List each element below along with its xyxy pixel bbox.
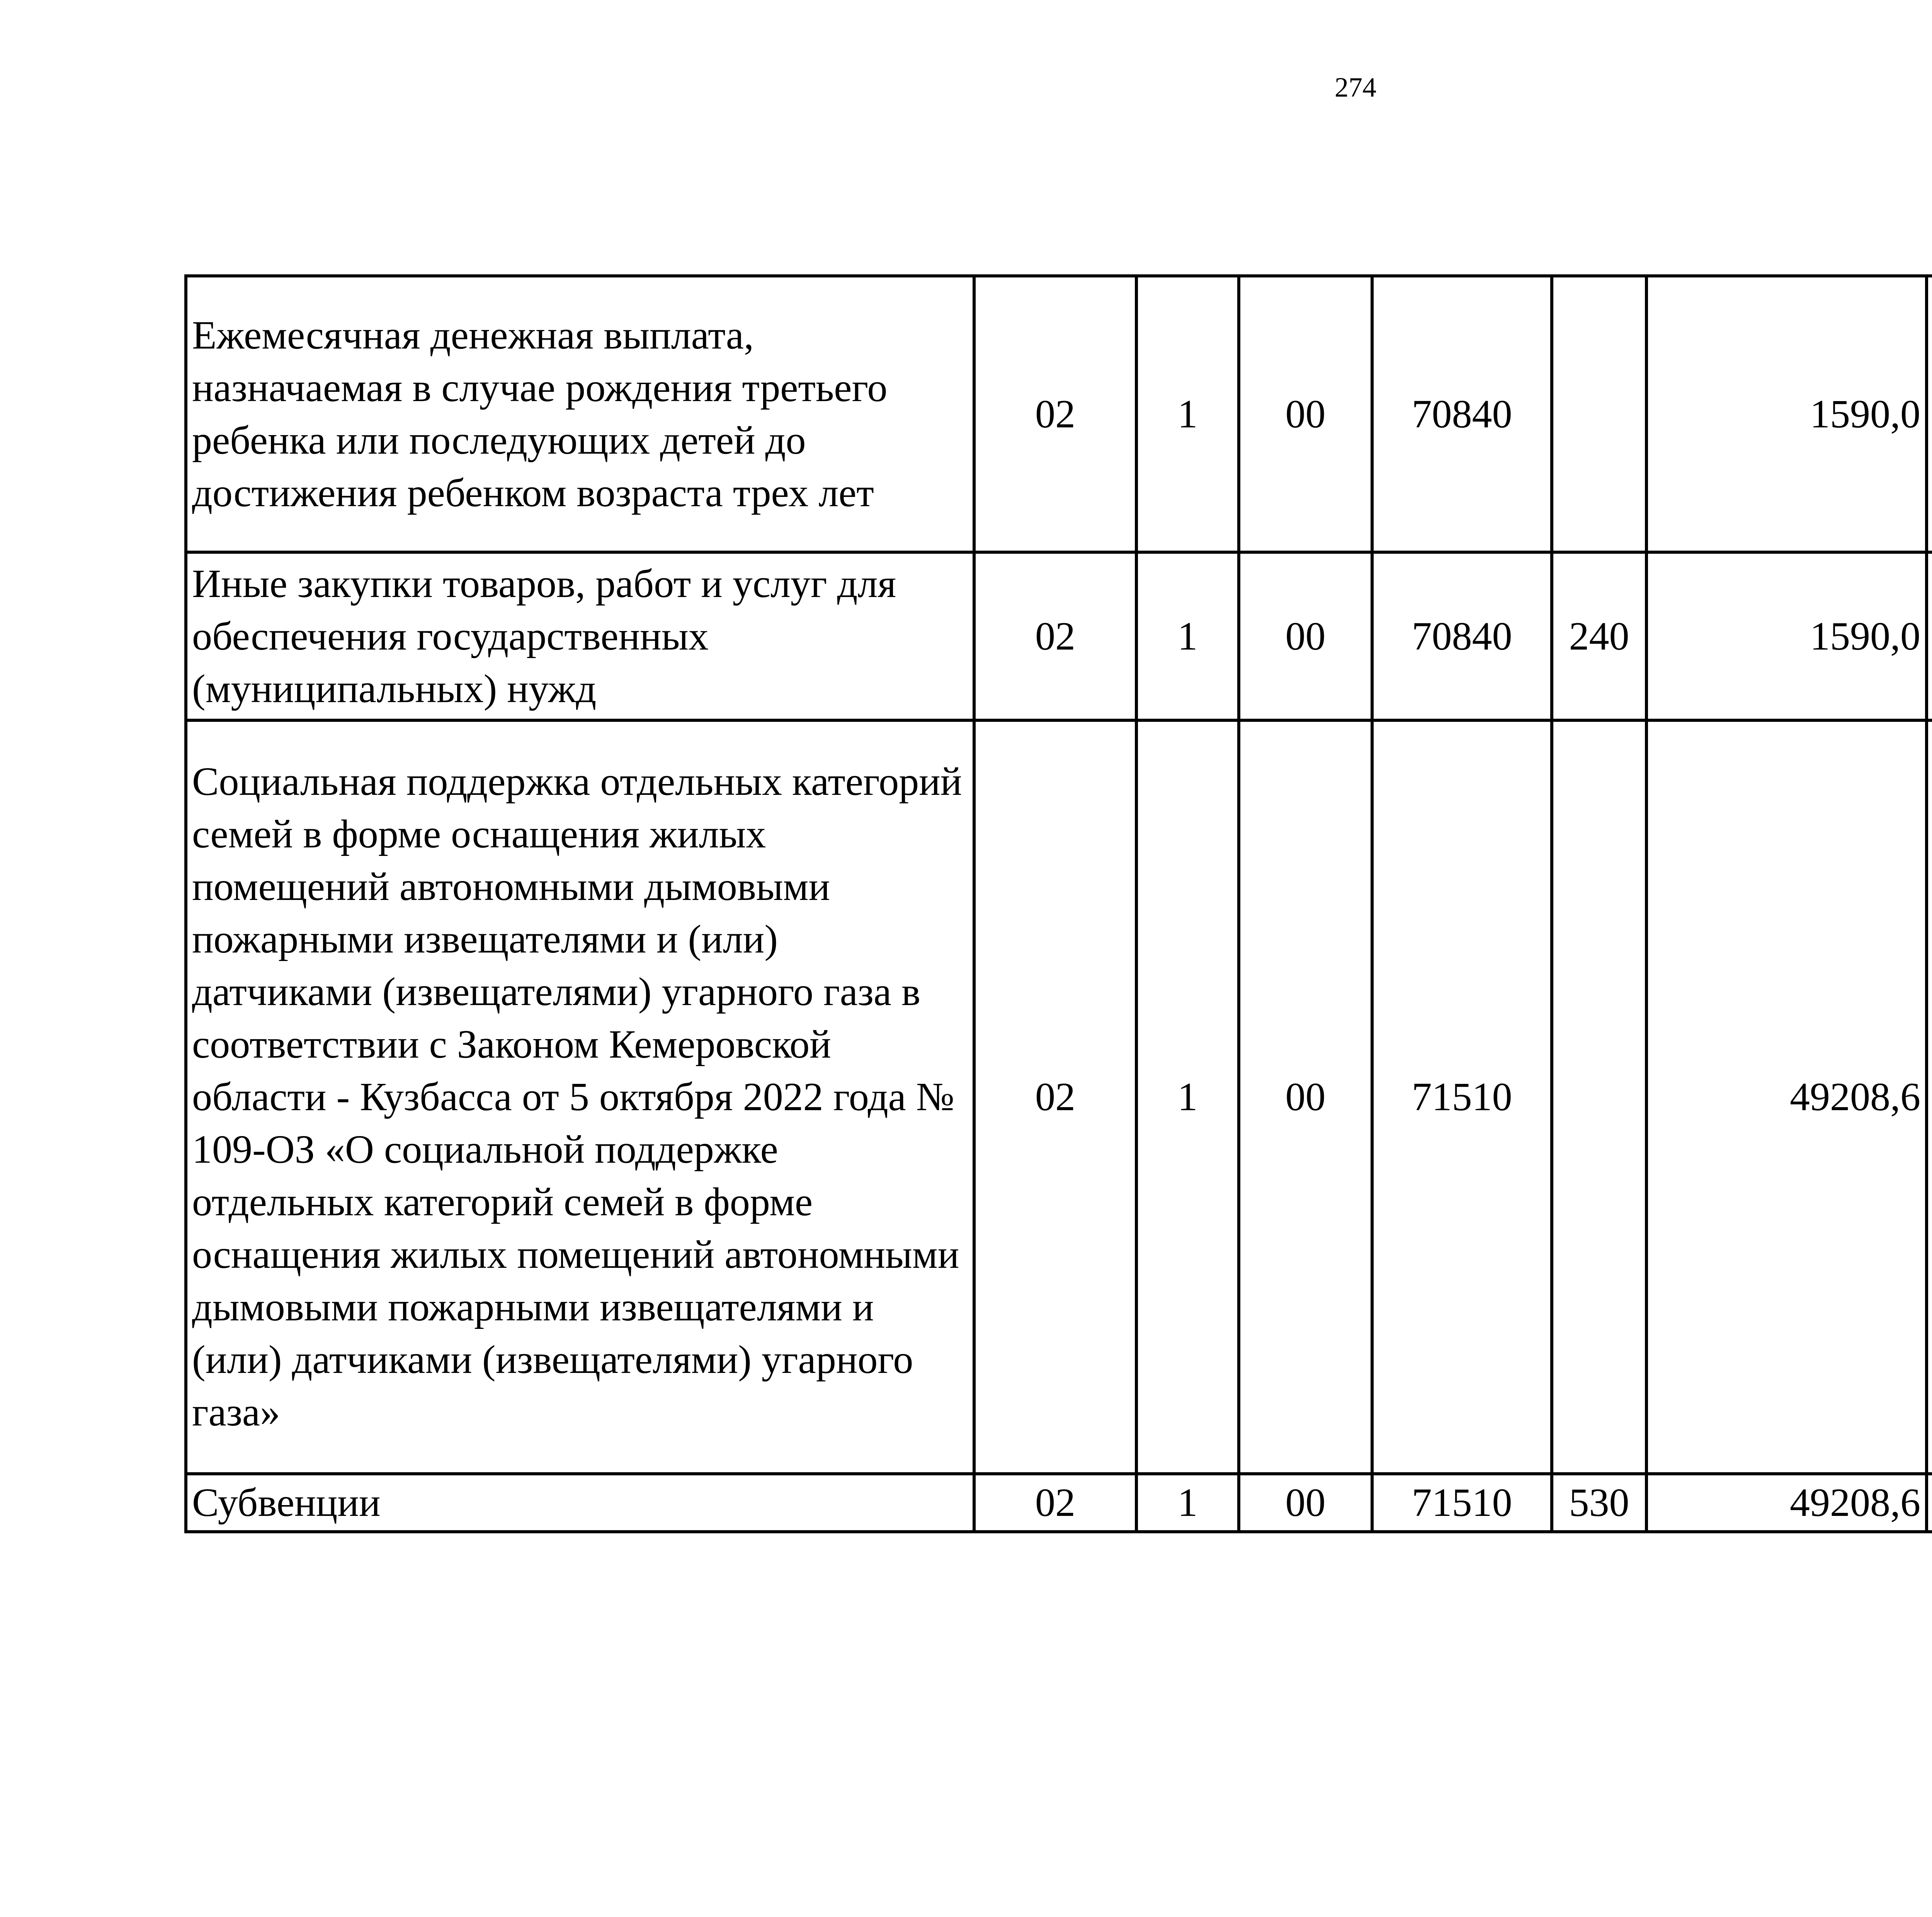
amount-year-1: 1590,0 [1646,276,1927,552]
program-code: 1 [1136,276,1239,552]
amount-year-2 [1927,552,1932,720]
section-code: 02 [974,276,1136,552]
expense-type-code: 530 [1552,1474,1646,1532]
direction-code: 70840 [1372,276,1552,552]
row-description: Ежемесячная денежная выплата, назначаемая в случае рождения третьего ребенка или последующих детей до достижения ребенком возраста трех лет [186,276,974,552]
amount-year-1: 1590,0 [1646,552,1927,720]
subprogram-code: 00 [1239,552,1372,720]
subprogram-code: 00 [1239,276,1372,552]
row-description: Субвенции [186,1474,974,1532]
expense-type-code: 240 [1552,552,1646,720]
page-number: 274 [1335,72,1376,103]
amount-year-2 [1927,276,1932,552]
program-code: 1 [1136,1474,1239,1532]
table-row [186,276,1932,552]
direction-code: 71510 [1372,720,1552,1474]
amount-year-2 [1927,1474,1932,1532]
budget-table [184,274,1932,1533]
amount-year-2 [1927,720,1932,1474]
program-code: 1 [1136,720,1239,1474]
subprogram-code: 00 [1239,720,1372,1474]
subprogram-code: 00 [1239,1474,1372,1532]
expense-type-code [1552,720,1646,1474]
table-row [186,720,1932,1474]
expense-type-code [1552,276,1646,552]
amount-year-1: 49208,6 [1646,720,1927,1474]
direction-code: 70840 [1372,552,1552,720]
table-row [186,552,1932,720]
amount-year-1: 49208,6 [1646,1474,1927,1532]
row-description: Социальная поддержка отдельных категорий семей в форме оснащения жилых помещений автономными дымовыми пожарными извещателями и (или) датчиками (извещателями) угарного газа в соответствии с Законом Кемеровской области - Кузбасса от 5 октября 2022 года № 109-ОЗ «О социальной поддержке отдельных категорий семей в форме оснащения жилых помещений автономными дымовыми пожарными извещателями и (или) датчиками (извещателями) угарного газа» [186,720,974,1474]
program-code: 1 [1136,552,1239,720]
table-row [186,1474,1932,1532]
direction-code: 71510 [1372,1474,1552,1532]
section-code: 02 [974,552,1136,720]
section-code: 02 [974,720,1136,1474]
row-description: Иные закупки товаров, работ и услуг для обеспечения государственных (муниципальных) нужд [186,552,974,720]
section-code: 02 [974,1474,1136,1532]
